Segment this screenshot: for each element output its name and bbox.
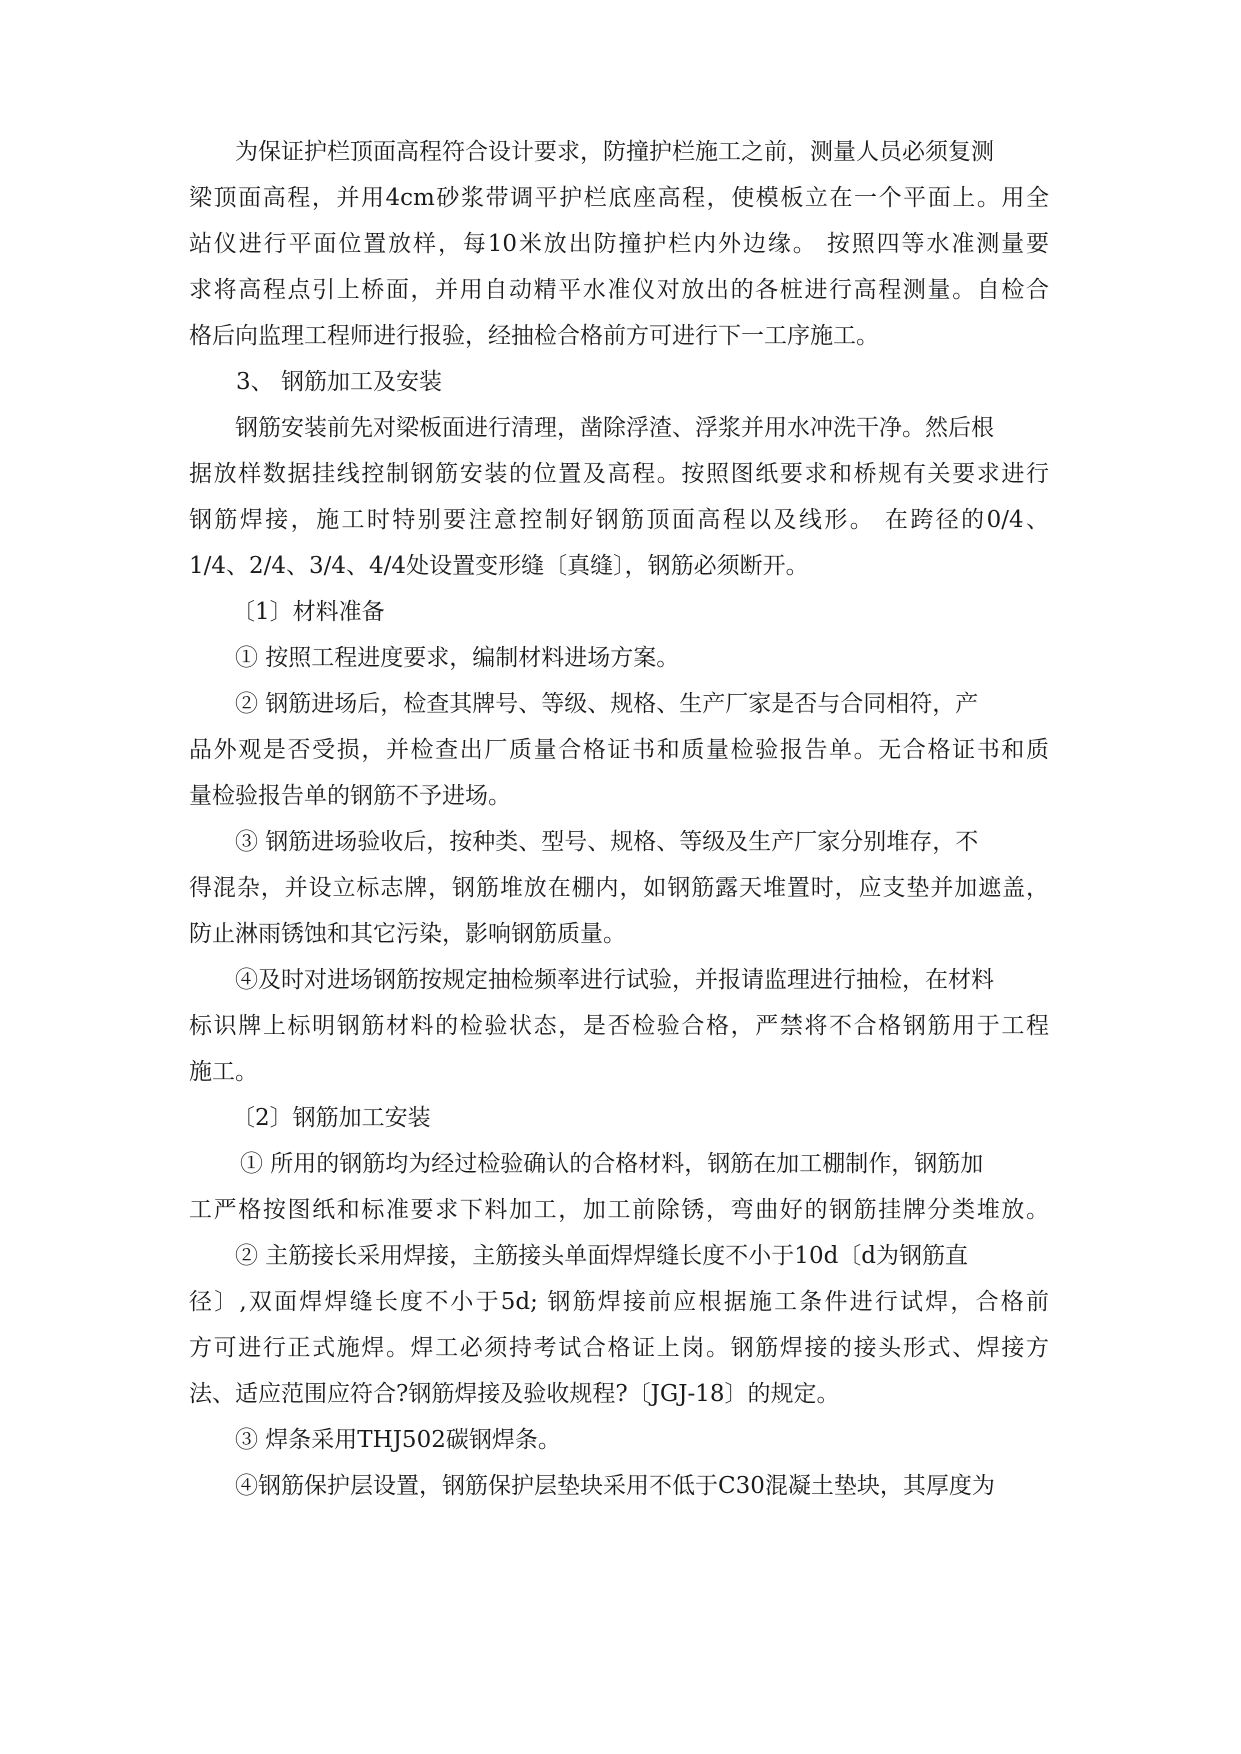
paragraph-line: 施工。 [189,1059,258,1085]
section-heading: 3、 钢筋加工及安装 [236,369,442,395]
paragraph-line: 径〕,双面焊焊缝长度不小于5d; 钢筋焊接前应根据施工条件进行试焊，合格前 [189,1289,1049,1315]
paragraph-line: 钢筋安装前先对梁板面进行清理，凿除浮渣、浮浆并用水冲洗干净。然后根 [235,415,994,441]
paragraph-line: 标识牌上标明钢筋材料的检验状态，是否检验合格，严禁将不合格钢筋用于工程 [189,1013,1049,1039]
paragraph-line: 方可进行正式施焊。焊工必须持考试合格证上岗。钢筋焊接的接头形式、焊接方 [189,1335,1049,1361]
paragraph-line: 得混杂，并设立标志牌，钢筋堆放在棚内，如钢筋露天堆置时，应支垫并加遮盖， [189,875,1049,901]
list-item: ② 主筋接长采用焊接，主筋接头单面焊焊缝长度不小于10d〔d为钢筋直 [235,1243,969,1269]
list-item: ② 钢筋进场后，检查其牌号、等级、规格、生产厂家是否与合同相符，产 [235,691,979,717]
list-item: ④钢筋保护层设置，钢筋保护层垫块采用不低于C30混凝土垫块，其厚度为 [235,1473,995,1499]
list-item: ① 按照工程进度要求，编制材料进场方案。 [235,645,680,671]
paragraph-line: 法、适应范围应符合?钢筋焊接及验收规程?〔JGJ-18〕的规定。 [189,1381,840,1407]
paragraph-line: 1/4、2/4、3/4、4/4处设置变形缝〔真缝〕，钢筋必须断开。 [189,553,809,579]
list-item: ③ 焊条采用THJ502碳钢焊条。 [235,1427,561,1453]
paragraph-line: 梁顶面高程，并用4cm砂浆带调平护栏底座高程，使模板立在一个平面上。用全 [189,185,1049,211]
subsection-heading: 〔2〕钢筋加工安装 [232,1105,431,1131]
paragraph-line: 求将高程点引上桥面，并用自动精平水准仪对放出的各桩进行高程测量。自检合 [189,277,1049,303]
paragraph-line: 防止淋雨锈蚀和其它污染，影响钢筋质量。 [189,921,626,947]
paragraph-line: 为保证护栏顶面高程符合设计要求，防撞护栏施工之前，测量人员必须复测 [235,139,994,165]
list-item: ① 所用的钢筋均为经过检验确认的合格材料，钢筋在加工棚制作，钢筋加 [240,1151,984,1177]
paragraph-line: 量检验报告单的钢筋不予进场。 [189,783,511,809]
paragraph-line: 格后向监理工程师进行报验，经抽检合格前方可进行下一工序施工。 [189,323,879,349]
list-item: ③ 钢筋进场验收后，按种类、型号、规格、等级及生产厂家分别堆存，不 [235,829,979,855]
list-item: ④及时对进场钢筋按规定抽检频率进行试验，并报请监理进行抽检，在材料 [235,967,994,993]
paragraph-line: 据放样数据挂线控制钢筋安装的位置及高程。按照图纸要求和桥规有关要求进行 [189,461,1049,487]
paragraph-line: 品外观是否受损，并检查出厂质量合格证书和质量检验报告单。无合格证书和质 [189,737,1049,763]
paragraph-line: 工严格按图纸和标准要求下料加工，加工前除锈，弯曲好的钢筋挂牌分类堆放。 [189,1197,1049,1223]
paragraph-line: 钢筋焊接，施工时特别要注意控制好钢筋顶面高程以及线形。 在跨径的0/4、 [189,507,1049,533]
paragraph-line: 站仪进行平面位置放样，每10米放出防撞护栏内外边缘。 按照四等水准测量要 [189,231,1049,257]
subsection-heading: 〔1〕材料准备 [232,599,385,625]
